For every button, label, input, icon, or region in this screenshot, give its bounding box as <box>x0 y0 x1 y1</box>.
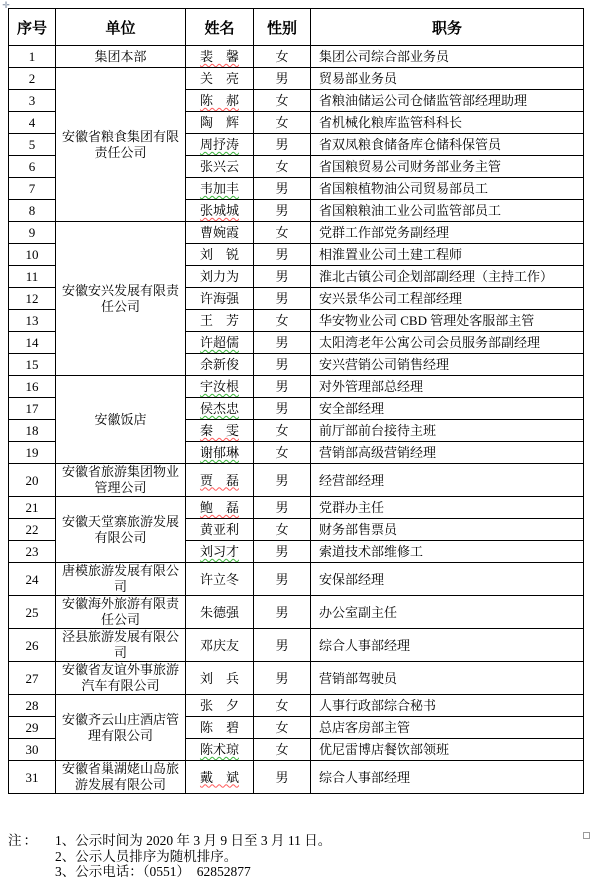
col-header-no: 序号 <box>9 9 56 46</box>
unit-cell: 安徽饭店 <box>56 376 186 464</box>
name-cell <box>186 420 254 442</box>
person-name: 谢郁琳 <box>199 445 239 460</box>
gender-cell: 女 <box>254 310 311 332</box>
col-header-name: 姓名 <box>186 9 254 46</box>
col-header-gender: 性别 <box>254 9 311 46</box>
name-cell <box>186 662 254 695</box>
row-number-cell: 13 <box>9 310 56 332</box>
row-number-cell: 21 <box>9 497 56 519</box>
position-cell: 党群办主任 <box>311 497 584 519</box>
row-number-cell: 7 <box>9 178 56 200</box>
gender-cell: 男 <box>254 596 311 629</box>
gender-cell: 男 <box>254 354 311 376</box>
unit-cell: 安徽省旅游集团物业管理公司 <box>56 464 186 497</box>
gender-cell: 男 <box>254 200 311 222</box>
person-name: 许海强 <box>199 291 239 306</box>
position-cell: 经营部经理 <box>311 464 584 497</box>
position-cell: 省国粮植物油公司贸易部员工 <box>311 178 584 200</box>
position-cell: 索道技术部维修工 <box>311 541 584 563</box>
gender-cell: 女 <box>254 442 311 464</box>
row-number-cell: 2 <box>9 68 56 90</box>
row-number-cell: 11 <box>9 266 56 288</box>
position-cell: 省粮油储运公司仓储监管部经理助理 <box>311 90 584 112</box>
row-number-cell: 25 <box>9 596 56 629</box>
row-number-cell: 30 <box>9 739 56 761</box>
gender-cell: 男 <box>254 541 311 563</box>
row-number-cell: 17 <box>9 398 56 420</box>
name-cell <box>186 354 254 376</box>
name-cell <box>186 376 254 398</box>
person-name: 侯杰忠 <box>199 401 239 416</box>
person-name: 裴 馨 <box>199 49 239 64</box>
person-name: 许立冬 <box>199 571 239 587</box>
table-row <box>9 46 584 68</box>
position-cell: 前厅部前台接待主班 <box>311 420 584 442</box>
table-row <box>9 563 584 596</box>
gender-cell: 男 <box>254 288 311 310</box>
position-cell: 营销部高级营销经理 <box>311 442 584 464</box>
row-number-cell: 9 <box>9 222 56 244</box>
row-number-cell: 31 <box>9 761 56 794</box>
person-name: 关 亮 <box>199 71 239 86</box>
unit-cell: 唐模旅游发展有限公司 <box>56 563 186 596</box>
unit-cell: 安徽省巢湖姥山岛旅游发展有限公司 <box>56 761 186 794</box>
gender-cell: 男 <box>254 464 311 497</box>
header-row <box>9 9 584 46</box>
position-cell: 太阳湾老年公寓公司会员服务部副经理 <box>311 332 584 354</box>
position-cell: 省国粮粮油工业公司监管部员工 <box>311 200 584 222</box>
name-cell <box>186 200 254 222</box>
position-cell: 安兴营销公司销售经理 <box>311 354 584 376</box>
table-row <box>9 761 584 794</box>
name-cell <box>186 442 254 464</box>
position-cell: 省国粮贸易公司财务部业务主管 <box>311 156 584 178</box>
name-cell <box>186 222 254 244</box>
gender-cell: 女 <box>254 46 311 68</box>
row-number-cell: 12 <box>9 288 56 310</box>
gender-cell: 男 <box>254 662 311 695</box>
table-row <box>9 596 584 629</box>
person-name: 陈 郝 <box>199 93 239 108</box>
name-cell <box>186 112 254 134</box>
name-cell <box>186 695 254 717</box>
gender-cell: 女 <box>254 156 311 178</box>
person-name: 刘力为 <box>199 269 239 284</box>
table-row <box>9 497 584 519</box>
person-name: 朱德强 <box>199 604 239 620</box>
gender-cell: 男 <box>254 68 311 90</box>
table-row <box>9 464 584 497</box>
table-row <box>9 68 584 90</box>
gender-cell: 女 <box>254 739 311 761</box>
row-number-cell: 4 <box>9 112 56 134</box>
person-name: 曹婉霞 <box>199 225 239 240</box>
row-number-cell: 24 <box>9 563 56 596</box>
personnel-table <box>8 8 584 794</box>
gender-cell: 男 <box>254 629 311 662</box>
position-cell: 淮北古镇公司企划部副经理（主持工作） <box>311 266 584 288</box>
table-row <box>9 662 584 695</box>
person-name: 陶 辉 <box>199 115 239 130</box>
gender-cell: 女 <box>254 695 311 717</box>
gender-cell: 男 <box>254 244 311 266</box>
table-move-handle-icon[interactable]: ✛ <box>2 0 10 10</box>
row-number-cell: 20 <box>9 464 56 497</box>
name-cell <box>186 310 254 332</box>
person-name: 刘 锐 <box>199 247 239 262</box>
name-cell <box>186 497 254 519</box>
row-number-cell: 23 <box>9 541 56 563</box>
name-cell <box>186 761 254 794</box>
person-name: 刘 兵 <box>199 670 239 686</box>
gender-cell: 女 <box>254 112 311 134</box>
person-name: 王 芳 <box>199 313 239 328</box>
table-row <box>9 695 584 717</box>
position-cell: 安兴景华公司工程部经理 <box>311 288 584 310</box>
table-row <box>9 376 584 398</box>
note-item: 2、公示人员排序为随机排序。 <box>55 848 238 864</box>
row-number-cell: 15 <box>9 354 56 376</box>
position-cell: 财务部售票员 <box>311 519 584 541</box>
position-cell: 综合人事部经理 <box>311 629 584 662</box>
gender-cell: 男 <box>254 178 311 200</box>
row-number-cell: 19 <box>9 442 56 464</box>
position-cell: 集团公司综合部业务员 <box>311 46 584 68</box>
name-cell <box>186 288 254 310</box>
row-number-cell: 14 <box>9 332 56 354</box>
name-cell <box>186 68 254 90</box>
row-number-cell: 18 <box>9 420 56 442</box>
person-name: 余新俊 <box>199 357 239 372</box>
gender-cell: 男 <box>254 134 311 156</box>
person-name: 贾 磊 <box>199 472 239 488</box>
person-name: 许超儒 <box>199 335 239 350</box>
row-number-cell: 1 <box>9 46 56 68</box>
unit-cell: 安徽安兴发展有限责任公司 <box>56 222 186 376</box>
unit-cell: 安徽省粮食集团有限责任公司 <box>56 68 186 222</box>
name-cell <box>186 739 254 761</box>
row-number-cell: 5 <box>9 134 56 156</box>
col-header-unit: 单位 <box>56 9 186 46</box>
person-name: 戴 斌 <box>199 769 239 785</box>
name-cell <box>186 563 254 596</box>
row-number-cell: 6 <box>9 156 56 178</box>
gender-cell: 男 <box>254 497 311 519</box>
position-cell: 党群工作部党务副经理 <box>311 222 584 244</box>
position-cell: 总店客房部主管 <box>311 717 584 739</box>
name-cell <box>186 266 254 288</box>
row-number-cell: 26 <box>9 629 56 662</box>
gender-cell: 女 <box>254 222 311 244</box>
position-cell: 安全部经理 <box>311 398 584 420</box>
name-cell <box>186 596 254 629</box>
table-row <box>9 222 584 244</box>
person-name: 张城城 <box>199 203 239 218</box>
name-cell <box>186 398 254 420</box>
position-cell: 贸易部业务员 <box>311 68 584 90</box>
name-cell <box>186 178 254 200</box>
position-cell: 综合人事部经理 <box>311 761 584 794</box>
table-row <box>9 629 584 662</box>
position-cell: 对外管理部总经理 <box>311 376 584 398</box>
name-cell <box>186 717 254 739</box>
gender-cell: 女 <box>254 717 311 739</box>
person-name: 鲍 磊 <box>199 500 239 515</box>
gender-cell: 男 <box>254 563 311 596</box>
name-cell <box>186 519 254 541</box>
gender-cell: 男 <box>254 266 311 288</box>
row-number-cell: 27 <box>9 662 56 695</box>
row-number-cell: 8 <box>9 200 56 222</box>
row-number-cell: 28 <box>9 695 56 717</box>
position-cell: 优尼雷博店餐饮部领班 <box>311 739 584 761</box>
unit-cell: 安徽省友谊外事旅游汽车有限公司 <box>56 662 186 695</box>
position-cell: 华安物业公司 CBD 管理处客服部主管 <box>311 310 584 332</box>
person-name: 宇汝根 <box>199 379 239 394</box>
gender-cell: 女 <box>254 519 311 541</box>
name-cell <box>186 629 254 662</box>
note-item: 3、公示电话：（0551） 62852877 <box>55 864 251 879</box>
position-cell: 人事行政部综合秘书 <box>311 695 584 717</box>
notes-prefix: 注： <box>8 833 39 848</box>
gender-cell: 男 <box>254 376 311 398</box>
unit-cell: 泾县旅游发展有限公司 <box>56 629 186 662</box>
name-cell <box>186 46 254 68</box>
person-name: 邓庆友 <box>199 637 239 653</box>
person-name: 张兴云 <box>199 159 239 174</box>
position-cell: 营销部驾驶员 <box>311 662 584 695</box>
gender-cell: 男 <box>254 398 311 420</box>
row-number-cell: 16 <box>9 376 56 398</box>
col-header-position: 职务 <box>311 9 584 46</box>
person-name: 韦加丰 <box>199 181 239 196</box>
notes <box>8 833 598 880</box>
person-name: 陈术琼 <box>199 742 239 757</box>
position-cell: 省双凤粮食储备库仓储科保管员 <box>311 134 584 156</box>
name-cell <box>186 244 254 266</box>
row-number-cell: 10 <box>9 244 56 266</box>
unit-cell: 安徽齐云山庄酒店管理有限公司 <box>56 695 186 761</box>
row-number-cell: 22 <box>9 519 56 541</box>
position-cell: 相淮置业公司土建工程师 <box>311 244 584 266</box>
name-cell <box>186 464 254 497</box>
person-name: 张 夕 <box>199 698 239 713</box>
person-name: 黄亚利 <box>199 522 239 537</box>
person-name: 周抒涛 <box>199 137 239 152</box>
note-item: 1、公示时间为 2020 年 3 月 9 日至 3 月 11 日。 <box>55 833 332 848</box>
gender-cell: 男 <box>254 761 311 794</box>
name-cell <box>186 332 254 354</box>
unit-cell: 安徽海外旅游有限责任公司 <box>56 596 186 629</box>
name-cell <box>186 134 254 156</box>
person-name: 陈 碧 <box>199 720 239 735</box>
name-cell <box>186 90 254 112</box>
name-cell <box>186 541 254 563</box>
person-name: 刘习才 <box>199 544 239 559</box>
unit-cell: 安徽天堂寨旅游发展有限公司 <box>56 497 186 563</box>
position-cell: 办公室副主任 <box>311 596 584 629</box>
person-name: 秦 雯 <box>199 423 239 438</box>
gender-cell: 男 <box>254 332 311 354</box>
gender-cell: 女 <box>254 90 311 112</box>
gender-cell: 女 <box>254 420 311 442</box>
name-cell <box>186 156 254 178</box>
row-number-cell: 3 <box>9 90 56 112</box>
position-cell: 安保部经理 <box>311 563 584 596</box>
unit-cell: 集团本部 <box>56 46 186 68</box>
row-number-cell: 29 <box>9 717 56 739</box>
position-cell: 省机械化粮库监管科科长 <box>311 112 584 134</box>
